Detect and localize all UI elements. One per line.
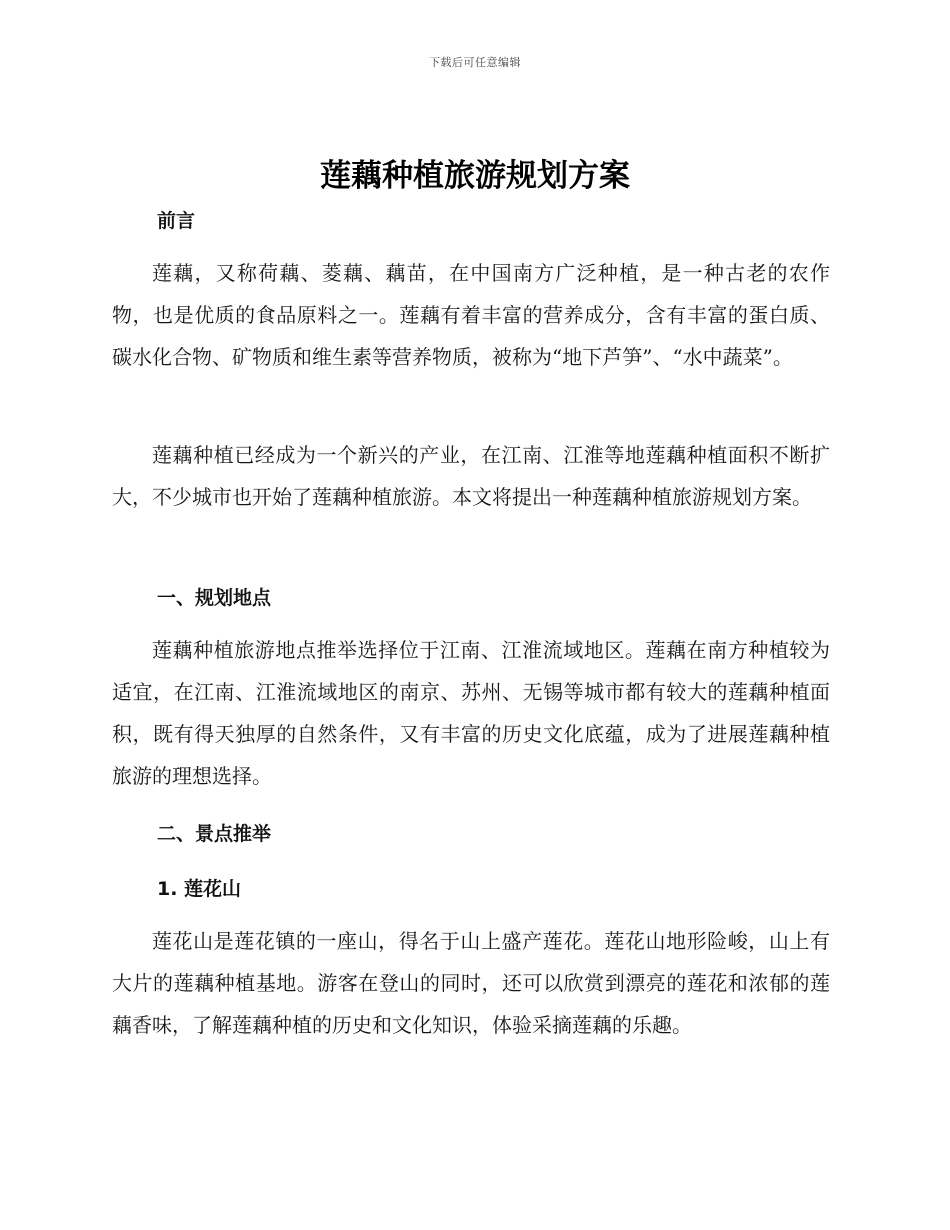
paragraph-preface-1: 莲藕，又称荷藕、菱藕、藕苗，在中国南方广泛种植，是一种古老的农作物，也是优质的食品原料之一。莲藕有着丰富的营养成分，含有丰富的蛋白质、碳水化合物、矿物质和维生素等营养物质，被称为“地下芦笋”、“水中蔬菜”。: [112, 261, 830, 369]
page-header-note: 下载后可任意编辑: [429, 56, 521, 69]
document-title: 莲藕种植旅游规划方案: [320, 158, 630, 194]
section-heading-preface: 前言: [157, 210, 196, 232]
section-heading-attractions: 二、景点推举: [157, 823, 272, 845]
subsection-heading-lotus-mountain: 1. 莲花山: [157, 878, 242, 900]
section-heading-location: 一、规划地点: [157, 587, 272, 609]
paragraph-preface-2: 莲藕种植已经成为一个新兴的产业，在江南、江淮等地莲藕种植面积不断扩大，不少城市也开始了莲藕种植旅游。本文将提出一种莲藕种植旅游规划方案。: [112, 443, 830, 509]
paragraph-location: 莲藕种植旅游地点推举选择位于江南、江淮流域地区。莲藕在南方种植较为适宜，在江南、江淮流域地区的南京、苏州、无锡等城市都有较大的莲藕种植面积，既有得天独厚的自然条件，又有丰富的历史文化底蕴，成为了进展莲藕种植旅游的理想选择。: [112, 638, 830, 788]
paragraph-lotus-mountain: 莲花山是莲花镇的一座山，得名于山上盛产莲花。莲花山地形险峻，山上有大片的莲藕种植基地。游客在登山的同时，还可以欣赏到漂亮的莲花和浓郁的莲藕香味，了解莲藕种植的历史和文化知识，体验采摘莲藕的乐趣。: [112, 929, 830, 1037]
